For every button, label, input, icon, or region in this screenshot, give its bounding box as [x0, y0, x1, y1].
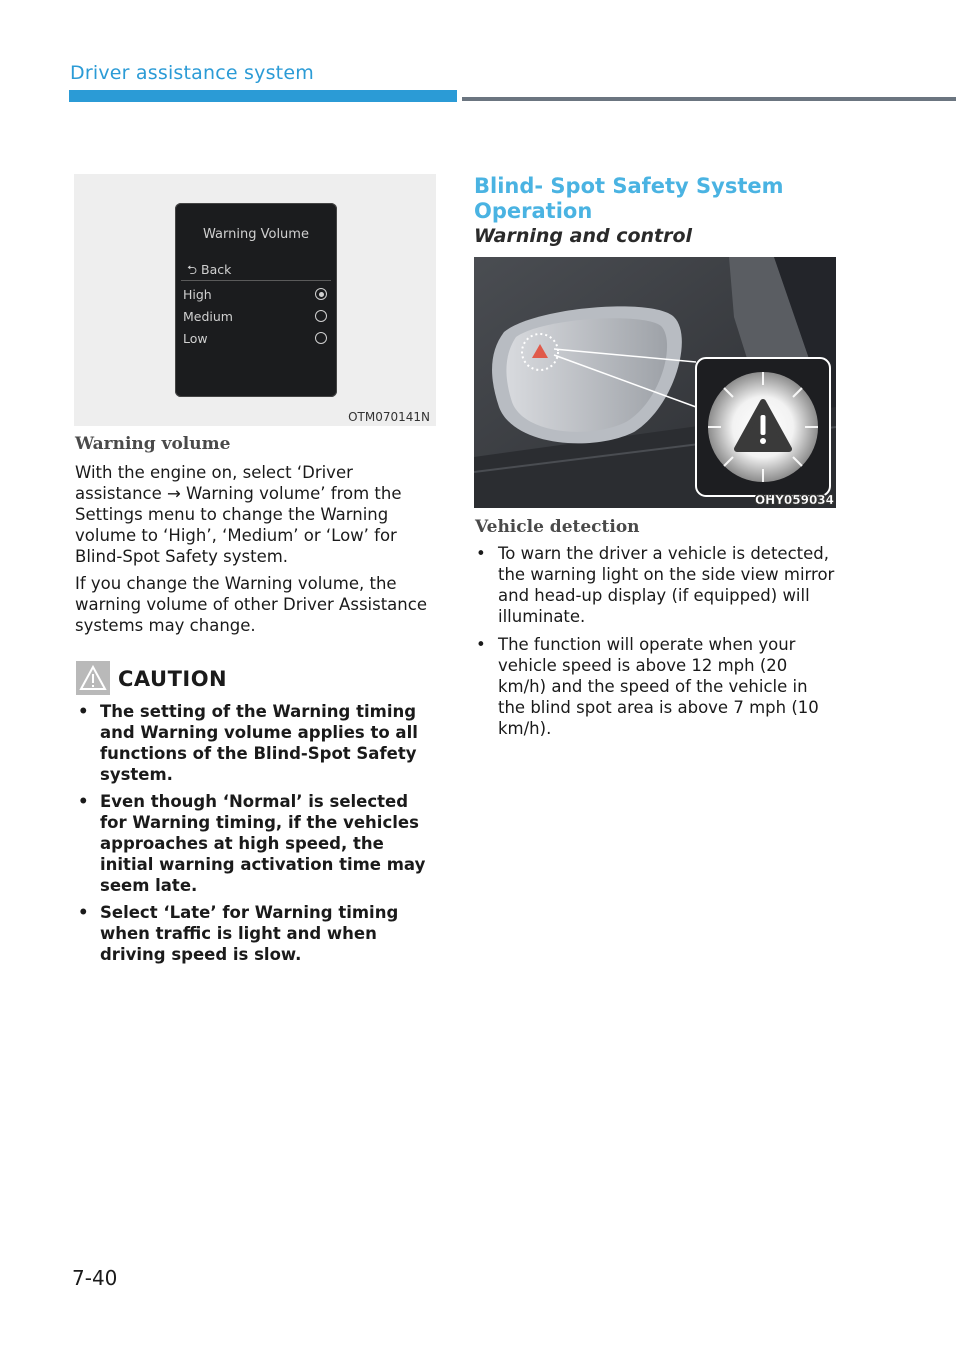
figure-code: OTM070141N [348, 410, 430, 424]
caution-item: • The setting of the Warning timing and Warning volume applies to all functions of the Blind-Spot Safety system. [76, 701, 438, 785]
option-label: Low [183, 331, 208, 346]
header-section-title: Driver assistance system [70, 62, 314, 84]
option-high [183, 285, 327, 305]
side-mirror-illustration [474, 257, 836, 508]
header-bar-blue [69, 90, 457, 102]
warning-volume-figure [74, 174, 436, 426]
header-bar-gray [462, 97, 956, 101]
vehicle-detection-heading: Vehicle detection [475, 517, 640, 537]
page-number: 7-40 [72, 1266, 118, 1290]
screen-title: Warning Volume [203, 227, 309, 242]
option-label: High [183, 287, 212, 302]
section-title: Blind- Spot Safety System Operation [474, 174, 784, 223]
option-label: Medium [183, 309, 233, 324]
screen-divider [181, 280, 331, 281]
back-label: Back [201, 262, 232, 277]
section-subtitle: Warning and control [474, 225, 693, 247]
back-menu-item [187, 261, 231, 282]
vehicle-detection-item: • The function will operate when your vehicle speed is above 12 mph (20 km/h) and the speed of the vehicle in the blind spot area is above 7 mph (10 km/h). [474, 634, 836, 739]
vehicle-detection-item: • To warn the driver a vehicle is detected, the warning light on the side view mirror and head-up display (if equipped) will illuminate. [474, 543, 836, 627]
caution-label: CAUTION [118, 667, 228, 691]
warning-volume-para-2: If you change the Warning volume, the warning volume of other Driver Assistance systems may change. [75, 574, 427, 635]
caution-list [76, 701, 438, 971]
vehicle-detection-list [474, 543, 836, 746]
option-low [183, 329, 327, 349]
radio-empty-icon [315, 310, 327, 322]
radio-empty-icon [315, 332, 327, 344]
warning-volume-para-1: With the engine on, select ‘Driver assistance → Warning volume’ from the Settings menu to change the Warning volume to ‘High’, ‘Medium’ or ‘Low’ for Blind-Spot Safety system. [75, 463, 402, 566]
caution-item: • Select ‘Late’ for Warning timing when traffic is light and when driving speed is slow. [76, 902, 438, 965]
warning-volume-heading: Warning volume [75, 434, 231, 454]
caution-item: • Even though ‘Normal’ is selected for Warning timing, if the vehicles approaches at high speed, the initial warning activation time may seem late. [76, 791, 438, 896]
side-mirror-figure [474, 257, 836, 508]
caution-warning-icon [76, 661, 110, 695]
radio-selected-icon [315, 288, 327, 300]
back-arrow-icon: ⮌ [187, 262, 198, 277]
cluster-screen [175, 203, 337, 397]
option-medium [183, 307, 327, 327]
figure-code: OHY059034 [754, 493, 834, 507]
